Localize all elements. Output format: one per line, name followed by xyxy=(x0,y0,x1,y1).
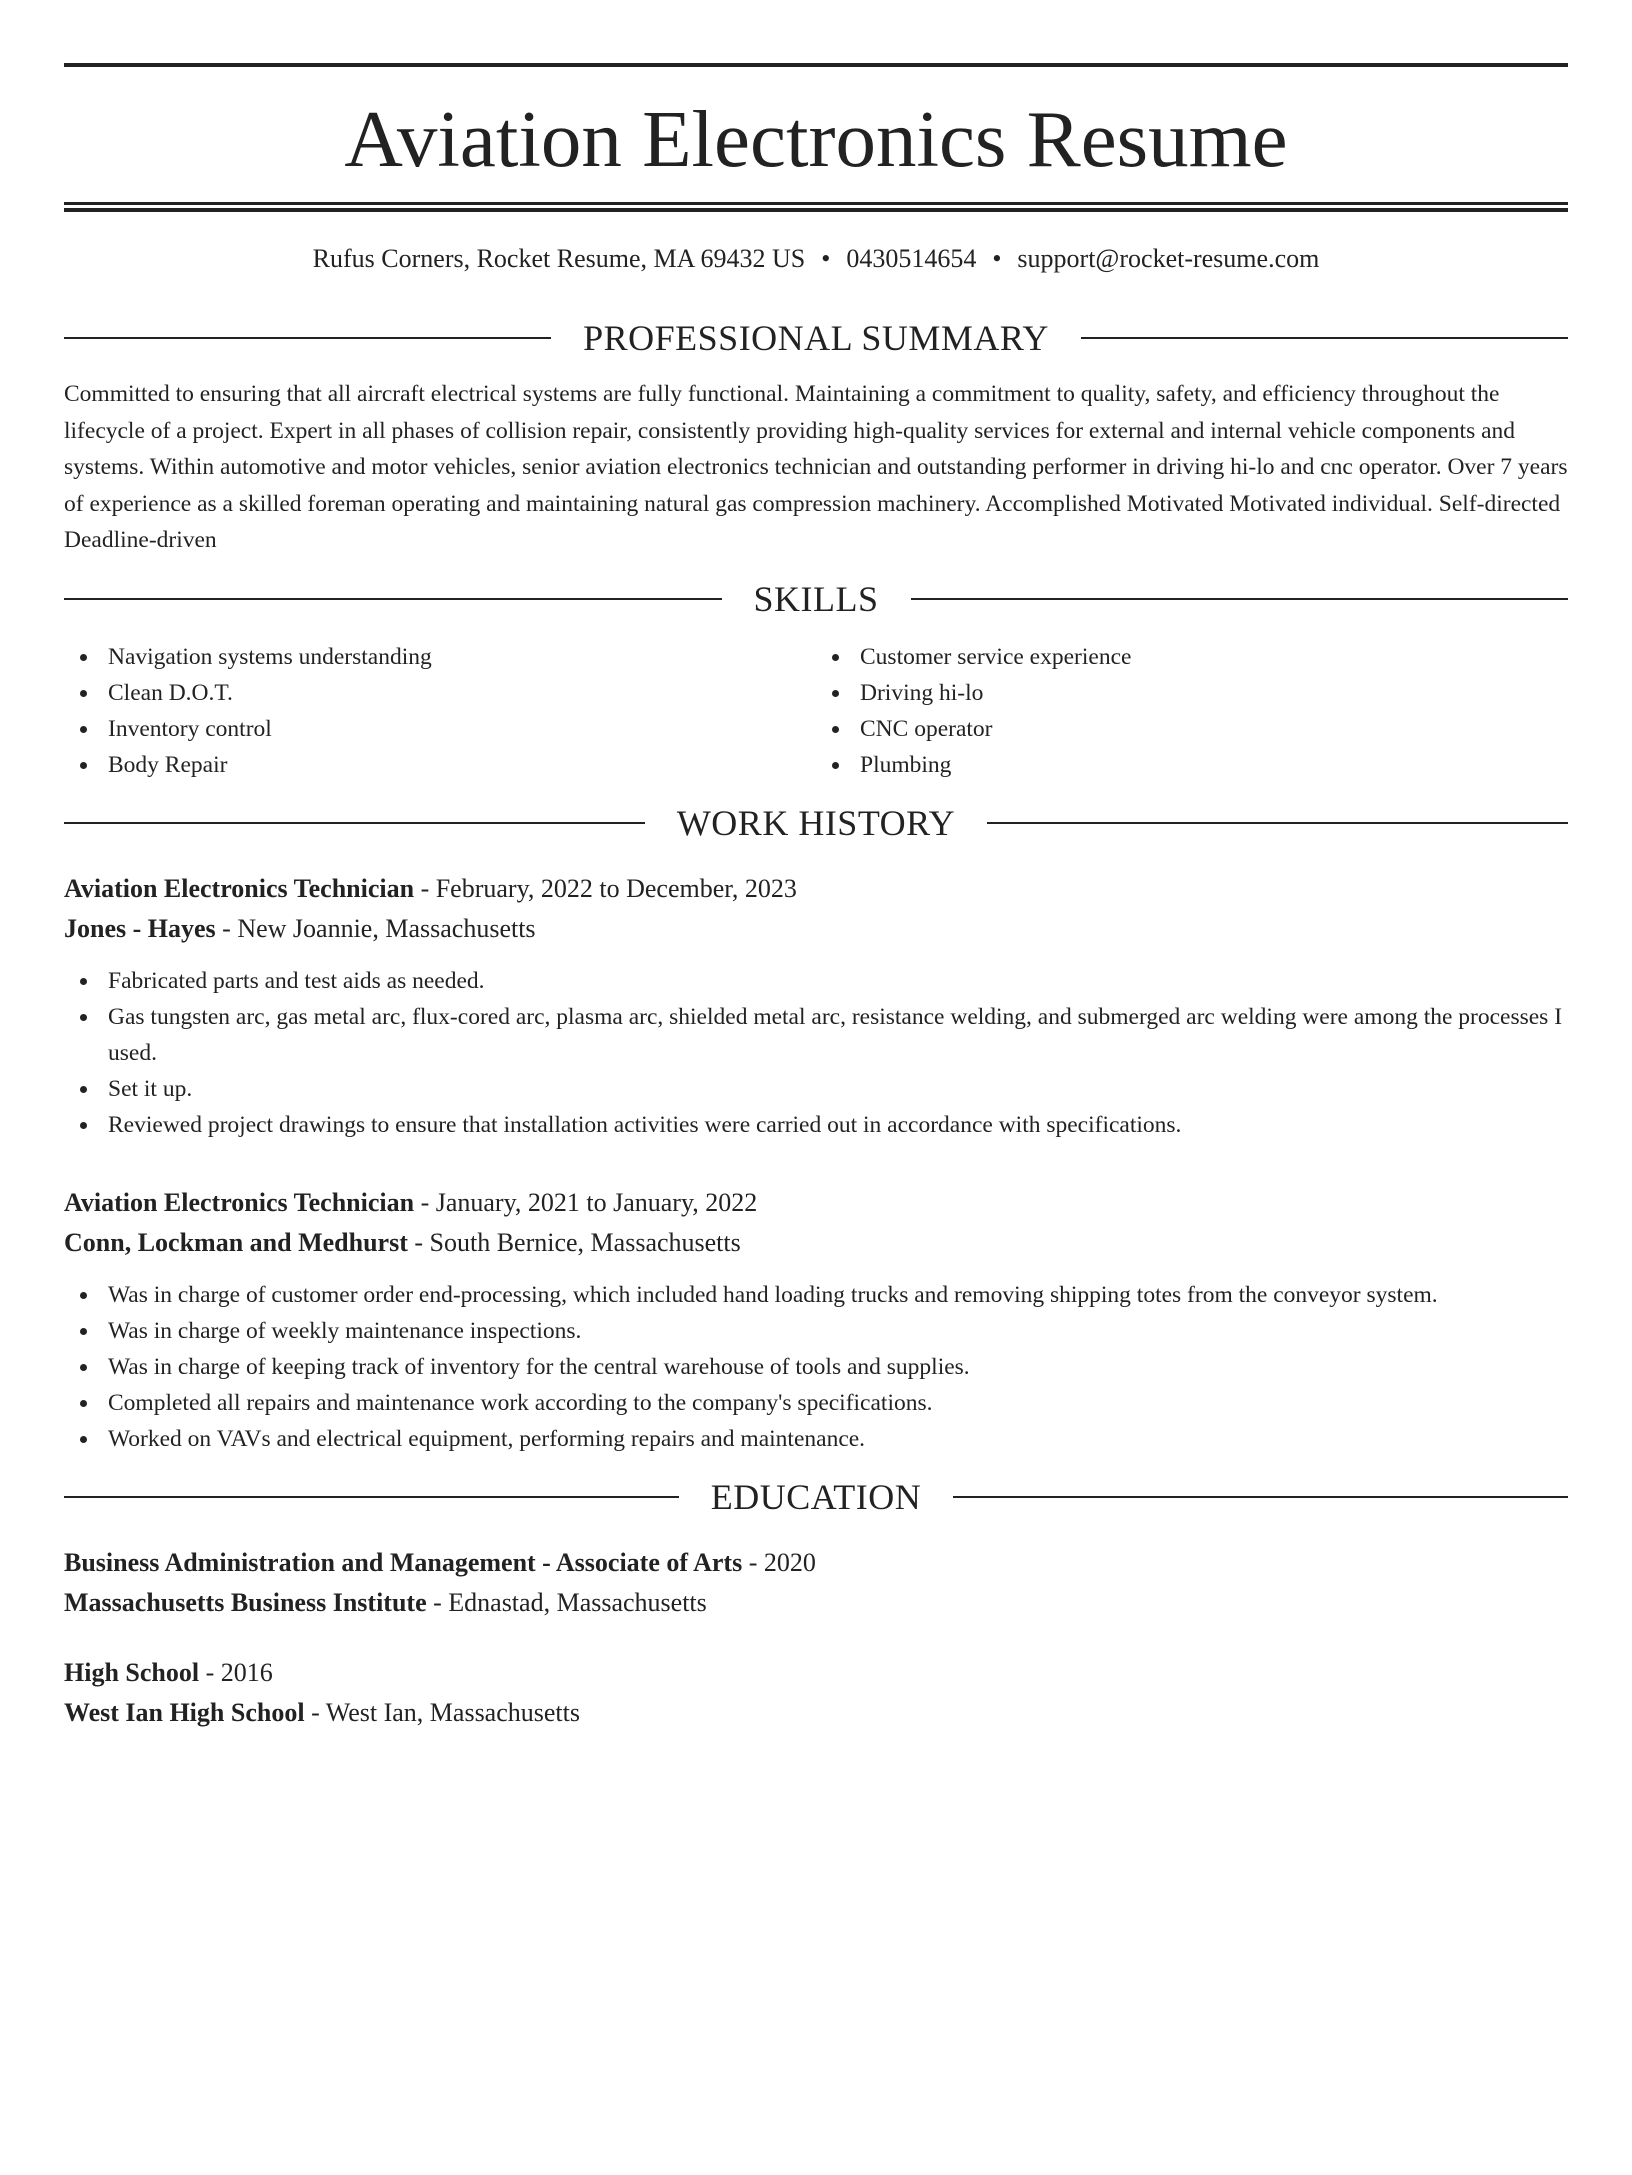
section-title-skills: SKILLS xyxy=(753,579,879,619)
degree-year: - 2016 xyxy=(205,1658,273,1687)
school-location: - West Ian, Massachusetts xyxy=(311,1698,580,1727)
title-double-rule xyxy=(64,202,1568,212)
job-company-line xyxy=(64,1223,1568,1263)
contact-line xyxy=(64,242,1568,276)
education-entry xyxy=(64,1543,1568,1623)
skills-list xyxy=(64,639,1568,783)
skill-item: Body Repair xyxy=(64,747,816,783)
job-company: Conn, Lockman and Medhurst xyxy=(64,1228,408,1257)
duty-item: Completed all repairs and maintenance work according to the company's specifications. xyxy=(64,1385,1568,1421)
job-location: - New Joannie, Massachusetts xyxy=(222,914,536,943)
contact-email[interactable]: support@rocket-resume.com xyxy=(1017,244,1320,273)
school-name: Massachusetts Business Institute xyxy=(64,1588,427,1617)
job-company: Jones - Hayes xyxy=(64,914,216,943)
school-line xyxy=(64,1693,1568,1733)
skills-column-left xyxy=(64,639,816,783)
skill-item: Navigation systems understanding xyxy=(64,639,816,675)
skills-column-right xyxy=(816,639,1568,783)
heading-rule-right xyxy=(987,822,1568,824)
heading-rule-left xyxy=(64,822,645,824)
work-entry xyxy=(64,1183,1568,1457)
heading-rule-right xyxy=(1081,337,1568,339)
job-title: Aviation Electronics Technician xyxy=(64,874,415,903)
contact-separator: • xyxy=(992,244,1002,273)
heading-rule-left xyxy=(64,598,722,600)
skill-item: CNC operator xyxy=(816,711,1568,747)
contact-address: Rufus Corners, Rocket Resume, MA 69432 US xyxy=(312,244,806,273)
summary-text: Committed to ensuring that all aircraft electrical systems are fully functional. Maintaining a commitment to quality, safety, and efficiency throughout the lifecycle of a project. Expert in all phases of collision repair, consistently providing high-quality services for external and internal vehicle components and systems. Within automotive and motor vehicles, senior aviation electronics technician and outstanding performer in driving hi-lo and cnc operator. Over 7 years of experience as a skilled foreman operating and maintaining natural gas compression machinery. Accomplished Motivated Motivated individual. Self-directed Deadline-driven xyxy=(64,381,1568,553)
top-rule xyxy=(64,63,1568,67)
duty-item: Was in charge of weekly maintenance inspections. xyxy=(64,1313,1568,1349)
duty-item: Set it up. xyxy=(64,1071,1568,1107)
job-dates: - February, 2022 to December, 2023 xyxy=(420,874,797,903)
duty-item: Fabricated parts and test aids as needed. xyxy=(64,963,1568,999)
duty-item: Gas tungsten arc, gas metal arc, flux-cored arc, plasma arc, shielded metal arc, resistance welding, and submerged arc welding were among the processes I used. xyxy=(64,999,1568,1071)
school-name: West Ian High School xyxy=(64,1698,305,1727)
job-title-line xyxy=(64,869,1568,909)
education-entry xyxy=(64,1653,1568,1733)
heading-rule-right xyxy=(953,1496,1568,1498)
job-location: - South Bernice, Massachusetts xyxy=(414,1228,741,1257)
job-duties xyxy=(64,1277,1568,1457)
section-title-work: WORK HISTORY xyxy=(676,803,956,843)
school-line xyxy=(64,1583,1568,1623)
duty-item: Reviewed project drawings to ensure that installation activities were carried out in accordance with specifications. xyxy=(64,1107,1568,1143)
job-duties xyxy=(64,963,1568,1143)
skill-item: Customer service experience xyxy=(816,639,1568,675)
skill-item: Inventory control xyxy=(64,711,816,747)
resume-title: Aviation Electronics Resume xyxy=(344,94,1288,184)
heading-rule-right xyxy=(911,598,1569,600)
degree-name: High School xyxy=(64,1658,200,1687)
section-heading-summary xyxy=(64,318,1568,358)
degree-name: Business Administration and Management - Associate of Arts xyxy=(64,1548,743,1577)
work-entry xyxy=(64,869,1568,1143)
job-company-line xyxy=(64,909,1568,949)
resume-page xyxy=(0,63,1632,2175)
duty-item: Was in charge of customer order end-processing, which included hand loading trucks and removing shipping totes from the conveyor system. xyxy=(64,1277,1568,1313)
contact-phone: 0430514654 xyxy=(846,244,977,273)
contact-separator: • xyxy=(821,244,831,273)
degree-line xyxy=(64,1653,1568,1693)
section-heading-work xyxy=(64,803,1568,843)
section-title-education: EDUCATION xyxy=(710,1477,922,1517)
school-location: - Ednastad, Massachusetts xyxy=(433,1588,707,1617)
skill-item: Plumbing xyxy=(816,747,1568,783)
skill-item: Driving hi-lo xyxy=(816,675,1568,711)
duty-item: Was in charge of keeping track of inventory for the central warehouse of tools and supplies. xyxy=(64,1349,1568,1385)
section-title-summary: PROFESSIONAL SUMMARY xyxy=(583,318,1049,358)
job-dates: - January, 2021 to January, 2022 xyxy=(420,1188,758,1217)
heading-rule-left xyxy=(64,1496,679,1498)
job-title-line xyxy=(64,1183,1568,1223)
section-heading-skills xyxy=(64,579,1568,619)
skill-item: Clean D.O.T. xyxy=(64,675,816,711)
degree-year: - 2020 xyxy=(748,1548,816,1577)
heading-rule-left xyxy=(64,337,551,339)
degree-line xyxy=(64,1543,1568,1583)
section-heading-education xyxy=(64,1477,1568,1517)
duty-item: Worked on VAVs and electrical equipment, performing repairs and maintenance. xyxy=(64,1421,1568,1457)
job-title: Aviation Electronics Technician xyxy=(64,1188,415,1217)
